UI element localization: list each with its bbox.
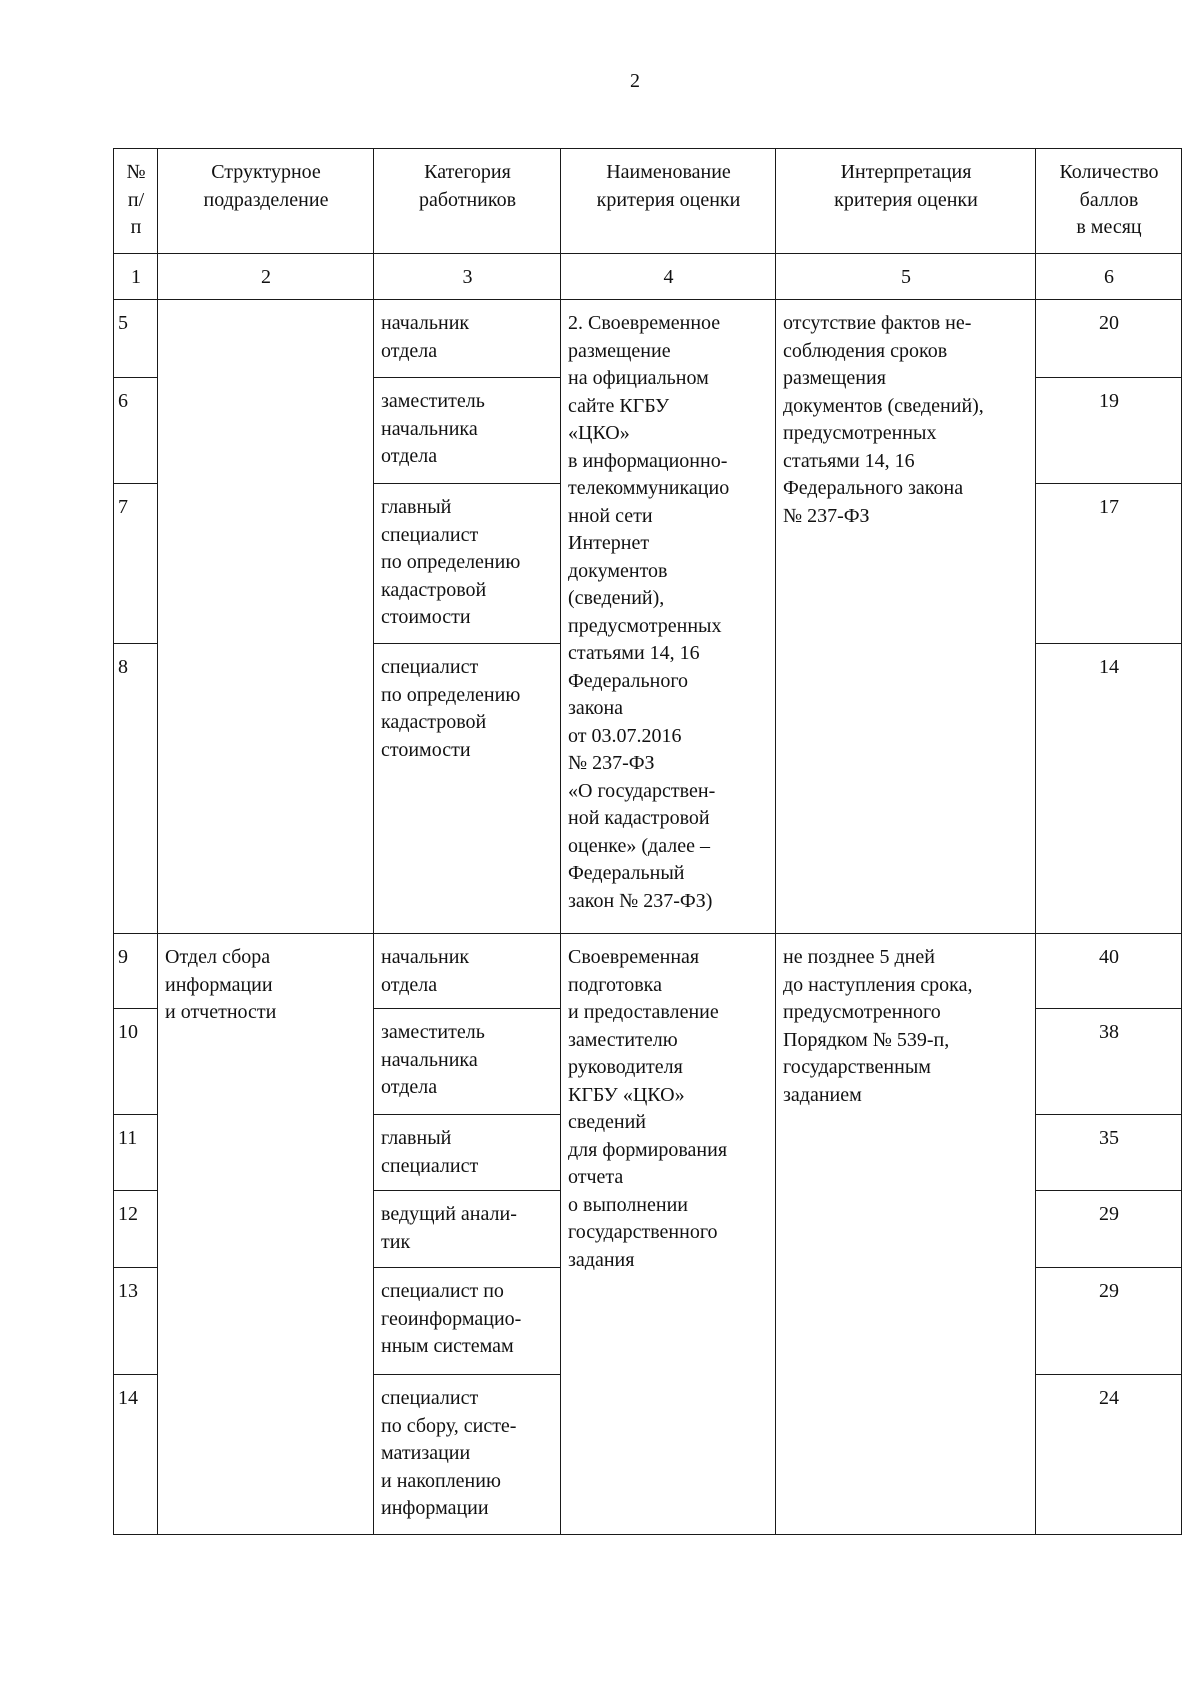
row-number: 10	[114, 1009, 158, 1115]
points-value: 29	[1036, 1268, 1182, 1375]
row-number: 13	[114, 1268, 158, 1375]
criteria-table	[113, 148, 1182, 1535]
column-number: 6	[1036, 254, 1182, 300]
points-value: 29	[1036, 1191, 1182, 1268]
points-value: 24	[1036, 1375, 1182, 1535]
points-value: 40	[1036, 934, 1182, 1009]
employee-category: заместитель начальника отдела	[374, 1009, 561, 1115]
header-category: Категория работников	[374, 149, 561, 254]
employee-category: специалист по определению кадастровой стоимости	[374, 644, 561, 934]
row-number: 8	[114, 644, 158, 934]
points-value: 35	[1036, 1115, 1182, 1191]
column-number: 3	[374, 254, 561, 300]
column-number: 1	[114, 254, 158, 300]
points-value: 19	[1036, 378, 1182, 484]
points-value: 17	[1036, 484, 1182, 644]
employee-category: главный специалист	[374, 1115, 561, 1191]
criterion-name: 2. Своевременное размещение на официальном сайте КГБУ «ЦКО» в информационно- телекоммуникацио нной сети Интернет документов (сведений), предусмотренных статьями 14, 16 Федерального закона от 03.07.2016 № 237-ФЗ «О государствен- ной кадастровой оценке» (далее – Федеральный закон № 237-ФЗ)	[561, 300, 776, 934]
employee-category: начальник отдела	[374, 300, 561, 378]
column-number: 2	[158, 254, 374, 300]
row-number: 11	[114, 1115, 158, 1191]
employee-category: начальник отдела	[374, 934, 561, 1009]
header-unit: Структурное подразделение	[158, 149, 374, 254]
employee-category: специалист по сбору, систе- матизации и накоплению информации	[374, 1375, 561, 1535]
points-value: 38	[1036, 1009, 1182, 1115]
page-number: 2	[630, 70, 640, 92]
criterion-name: Своевременная подготовка и предоставление заместителю руководителя КГБУ «ЦКО» сведений для формирования отчета о выполнении государственного задания	[561, 934, 776, 1535]
table-row	[114, 934, 1182, 1009]
criterion-interpretation: отсутствие фактов не- соблюдения сроков размещения документов (сведений), предусмотренных статьями 14, 16 Федерального закона № 237-ФЗ	[776, 300, 1036, 934]
employee-category: ведущий анали- тик	[374, 1191, 561, 1268]
header-interpretation: Интерпретация критерия оценки	[776, 149, 1036, 254]
row-number: 7	[114, 484, 158, 644]
structural-unit	[158, 300, 374, 934]
column-number: 5	[776, 254, 1036, 300]
employee-category: специалист по геоинформацио- нным системам	[374, 1268, 561, 1375]
employee-category: главный специалист по определению кадастровой стоимости	[374, 484, 561, 644]
row-number: 14	[114, 1375, 158, 1535]
column-number-row	[114, 254, 1182, 300]
row-number: 6	[114, 378, 158, 484]
employee-category: заместитель начальника отдела	[374, 378, 561, 484]
header-criterion: Наименование критерия оценки	[561, 149, 776, 254]
row-number: 5	[114, 300, 158, 378]
row-number: 12	[114, 1191, 158, 1268]
header-num: № п/ п	[114, 149, 158, 254]
column-number: 4	[561, 254, 776, 300]
criterion-interpretation: не позднее 5 дней до наступления срока, предусмотренного Порядком № 539-п, государственным заданием	[776, 934, 1036, 1535]
structural-unit: Отдел сбора информации и отчетности	[158, 934, 374, 1535]
points-value: 20	[1036, 300, 1182, 378]
points-value: 14	[1036, 644, 1182, 934]
row-number: 9	[114, 934, 158, 1009]
table-row	[114, 300, 1182, 378]
header-points: Количество баллов в месяц	[1036, 149, 1182, 254]
header-row	[114, 149, 1182, 254]
